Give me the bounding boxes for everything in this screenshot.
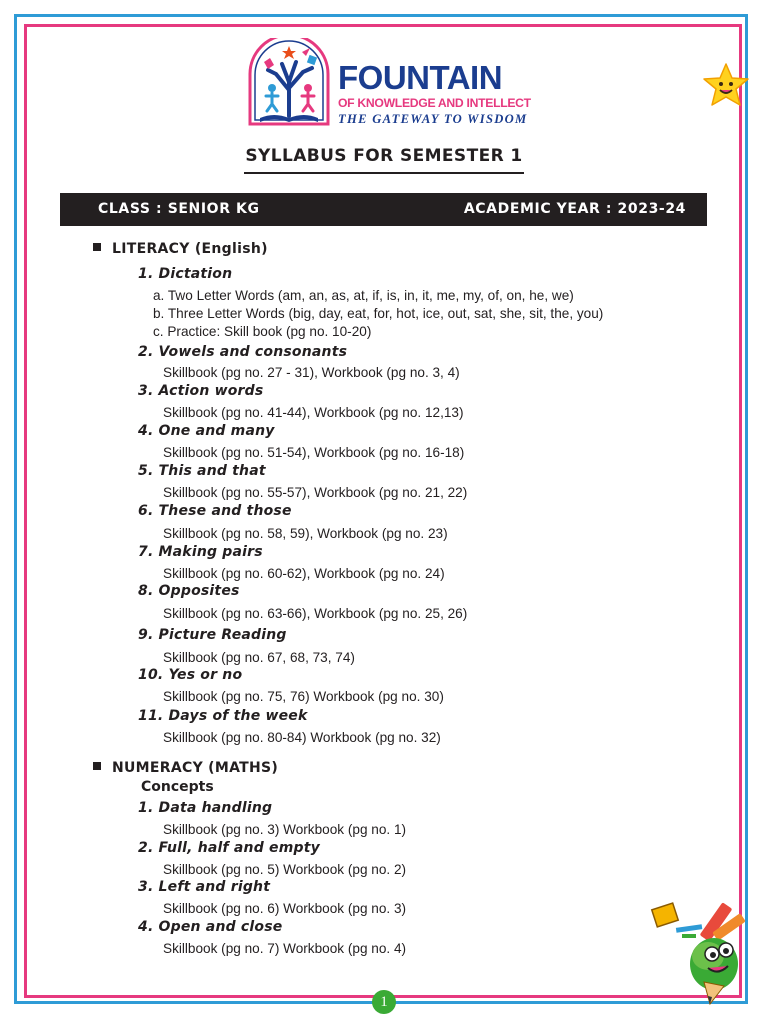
dictation-item: b. Three Letter Words (big, day, eat, for, hot, ice, out, sat, she, sit, the, you) <box>153 306 604 321</box>
literacy-topic: 5. This and that <box>138 463 266 479</box>
square-bullet-icon <box>93 243 101 251</box>
literacy-topic: 11. Days of the week <box>138 708 308 724</box>
literacy-detail: Skillbook (pg no. 60-62), Workbook (pg no. 24) <box>163 566 445 581</box>
inner-border <box>24 24 742 998</box>
numeracy-topic: 2. Full, half and empty <box>138 840 320 856</box>
literacy-topic: 9. Picture Reading <box>138 627 287 643</box>
numeracy-detail: Skillbook (pg no. 6) Workbook (pg no. 3) <box>163 901 407 916</box>
literacy-detail: Skillbook (pg no. 55-57), Workbook (pg no. 21, 22) <box>163 485 468 500</box>
logo-tagline: THE GATEWAY TO WISDOM <box>338 112 528 126</box>
numeracy-topic: 3. Left and right <box>138 879 271 895</box>
literacy-heading: LITERACY (English) <box>93 241 268 257</box>
numeracy-topic: 4. Open and close <box>138 919 283 935</box>
literacy-topic: 7. Making pairs <box>138 544 263 560</box>
page-number-badge: 1 <box>372 990 396 1014</box>
logo-name: FOUNTAIN <box>338 59 503 96</box>
tree-emblem-icon <box>246 38 332 128</box>
literacy-topic: 2. Vowels and consonants <box>138 344 348 360</box>
concepts-label: Concepts <box>141 779 214 795</box>
literacy-detail: Skillbook (pg no. 80-84) Workbook (pg no. 32) <box>163 730 441 745</box>
numeracy-detail: Skillbook (pg no. 3) Workbook (pg no. 1) <box>163 822 407 837</box>
numeracy-heading: NUMERACY (MATHS) <box>93 760 278 776</box>
numeracy-detail: Skillbook (pg no. 5) Workbook (pg no. 2) <box>163 862 407 877</box>
literacy-detail: Skillbook (pg no. 75, 76) Workbook (pg no. 30) <box>163 689 444 704</box>
dictation-item: a. Two Letter Words (am, an, as, at, if, is, in, it, me, my, of, on, he, we) <box>153 288 574 303</box>
literacy-detail: Skillbook (pg no. 63-66), Workbook (pg no. 25, 26) <box>163 606 468 621</box>
academic-year-label: ACADEMIC YEAR : 2023-24 <box>463 201 686 217</box>
class-info-bar <box>60 193 707 226</box>
literacy-detail: Skillbook (pg no. 27 - 31), Workbook (pg no. 3, 4) <box>163 365 460 380</box>
literacy-detail: Skillbook (pg no. 41-44), Workbook (pg no. 12,13) <box>163 405 464 420</box>
numeracy-detail: Skillbook (pg no. 7) Workbook (pg no. 4) <box>163 941 407 956</box>
title-underline <box>244 172 524 174</box>
literacy-topic: 8. Opposites <box>138 583 240 599</box>
smiling-star-icon <box>702 62 750 108</box>
stationery-mascot-icon <box>648 896 754 1008</box>
literacy-detail: Skillbook (pg no. 58, 59), Workbook (pg no. 23) <box>163 526 448 541</box>
square-bullet-icon <box>93 762 101 770</box>
literacy-detail: Skillbook (pg no. 67, 68, 73, 74) <box>163 650 355 665</box>
literacy-topic: 6. These and those <box>138 503 292 519</box>
literacy-topic: 10. Yes or no <box>138 667 243 683</box>
literacy-detail: Skillbook (pg no. 51-54), Workbook (pg no. 16-18) <box>163 445 465 460</box>
school-logo <box>246 38 536 130</box>
class-label: CLASS : SENIOR KG <box>98 201 260 217</box>
literacy-topic: 3. Action words <box>138 383 264 399</box>
page-title: SYLLABUS FOR SEMESTER 1 <box>245 146 523 166</box>
logo-subtitle: OF KNOWLEDGE AND INTELLECT <box>338 96 531 110</box>
dictation-item: c. Practice: Skill book (pg no. 10-20) <box>153 324 372 339</box>
literacy-topic: 1. Dictation <box>138 266 233 282</box>
literacy-topic: 4. One and many <box>138 423 275 439</box>
numeracy-topic: 1. Data handling <box>138 800 273 816</box>
